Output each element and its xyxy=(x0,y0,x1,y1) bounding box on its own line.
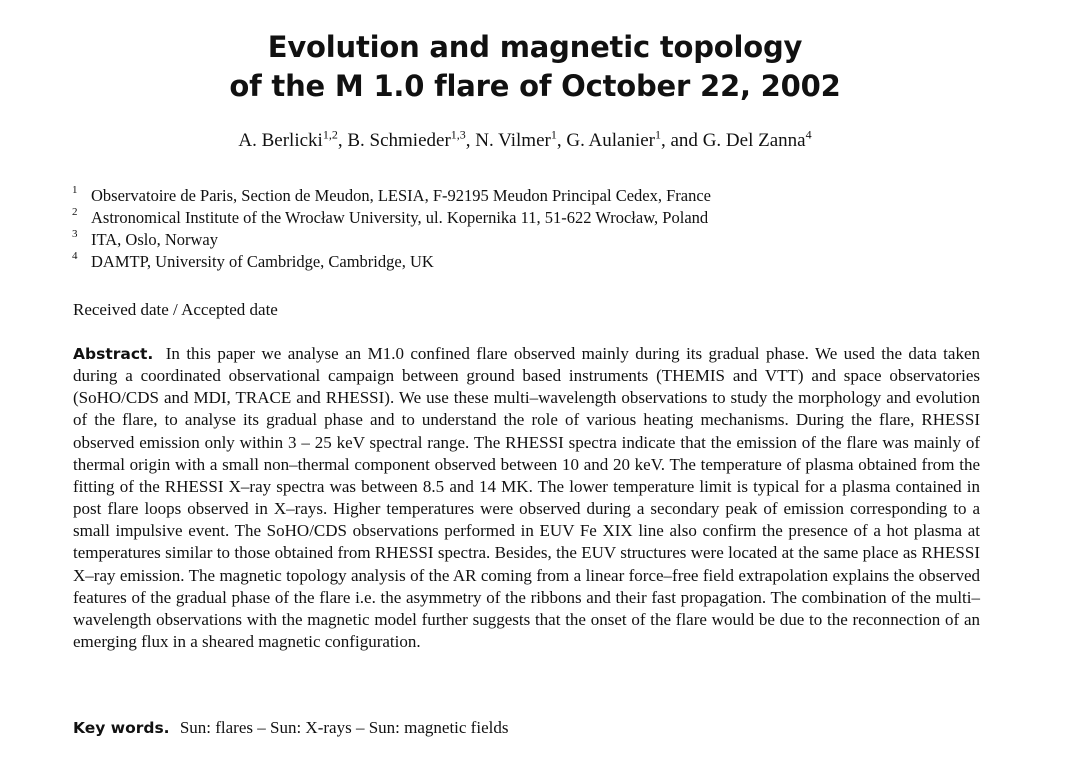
affiliation-item xyxy=(72,207,972,229)
author-affiliation-mark: 1,3 xyxy=(450,127,466,142)
paper-title-line-2: of the M 1.0 flare of October 22, 2002 xyxy=(229,69,841,103)
received-accepted-date: Received date / Accepted date xyxy=(73,300,278,319)
author-name: A. Berlicki xyxy=(238,130,323,151)
affiliation-number: 3 xyxy=(72,228,78,240)
abstract-section xyxy=(73,343,980,653)
keywords-text: Sun: flares – Sun: X-rays – Sun: magnetic fields xyxy=(179,718,509,737)
author-list xyxy=(0,128,1050,154)
keywords-section xyxy=(73,716,980,740)
author-name: G. Del Zanna xyxy=(702,130,806,151)
affiliation-item xyxy=(72,185,972,207)
author-affiliation-mark: 1,2 xyxy=(322,127,338,142)
paper-title-line-1: Evolution and magnetic topology xyxy=(267,30,803,64)
affiliation-number: 4 xyxy=(72,250,78,262)
affiliation-item xyxy=(72,229,972,251)
affiliation-number: 2 xyxy=(72,206,78,218)
keywords-label: Key words. xyxy=(73,719,170,737)
author-name: B. Schmieder xyxy=(347,130,451,151)
affiliation-item xyxy=(72,251,972,273)
author-name: N. Vilmer xyxy=(475,130,551,151)
author-separator: , and xyxy=(661,130,703,151)
author-name: G. Aulanier xyxy=(566,130,655,151)
affiliation-number: 1 xyxy=(72,184,78,196)
author-separator: , xyxy=(337,130,348,151)
affiliation-list xyxy=(72,185,972,273)
abstract-label: Abstract. xyxy=(73,345,154,363)
author-affiliation-mark: 1 xyxy=(550,127,557,142)
affiliation-text: Astronomical Institute of the Wrocław University, ul. Kopernika 11, 51-622 Wrocław, Poland xyxy=(91,208,709,227)
author-affiliation-mark: 1 xyxy=(655,127,661,142)
affiliation-text: ITA, Oslo, Norway xyxy=(91,230,218,249)
author-separator: , xyxy=(556,130,567,151)
affiliation-text: Observatoire de Paris, Section de Meudon, LESIA, F-92195 Meudon Principal Cedex, France xyxy=(91,186,711,205)
author-affiliation-mark: 4 xyxy=(805,127,812,142)
author-separator: , xyxy=(465,130,476,151)
affiliation-text: DAMTP, University of Cambridge, Cambridge, UK xyxy=(91,252,434,271)
abstract-text: In this paper we analyse an M1.0 confined flare observed mainly during its gradual phase. We used the data taken during a coordinated observational campaign between ground based instruments (THEMIS and VTT) and space observatories (SoHO/CDS and MDI, TRACE and RHESSI). We use these multi–wavelength observations to study the morphology and evolution of the flare, to analyse its gradual phase and to understand the role of various heating mechanisms. During the flare, RHESSI observed emission only within 3 – 25 keV spectral range. The RHESSI spectra indicate that the emission of the flare was mainly of thermal origin with a small non–thermal component observed between 10 and 20 keV. The temperature of plasma obtained from the fitting of the RHESSI X–ray spectra was between 8.5 and 14 MK. The lower temperature limit is typical for a plasma contained in post flare loops observed in X–rays. Higher temperatures were observed during a secondary peak of emission corresponding to a small impulsive event. The SoHO/CDS observations performed in EUV Fe XIX line also confirm the presence of a hot plasma at temperatures similar to those obtained from RHESSI spectra. Besides, the EUV structures were located at the same place as RHESSI X–ray emission. The magnetic topology analysis of the AR coming from a linear force–free field extrapolation explains the observed features of the gradual phase of the flare i.e. the asymmetry of the ribbons and their fast propagation. The combination of the multi–wavelength observations with the magnetic model further suggests that the onset of the flare would be due to the reconnection of an emerging flux in a sheared magnetic configuration. xyxy=(73,344,980,652)
